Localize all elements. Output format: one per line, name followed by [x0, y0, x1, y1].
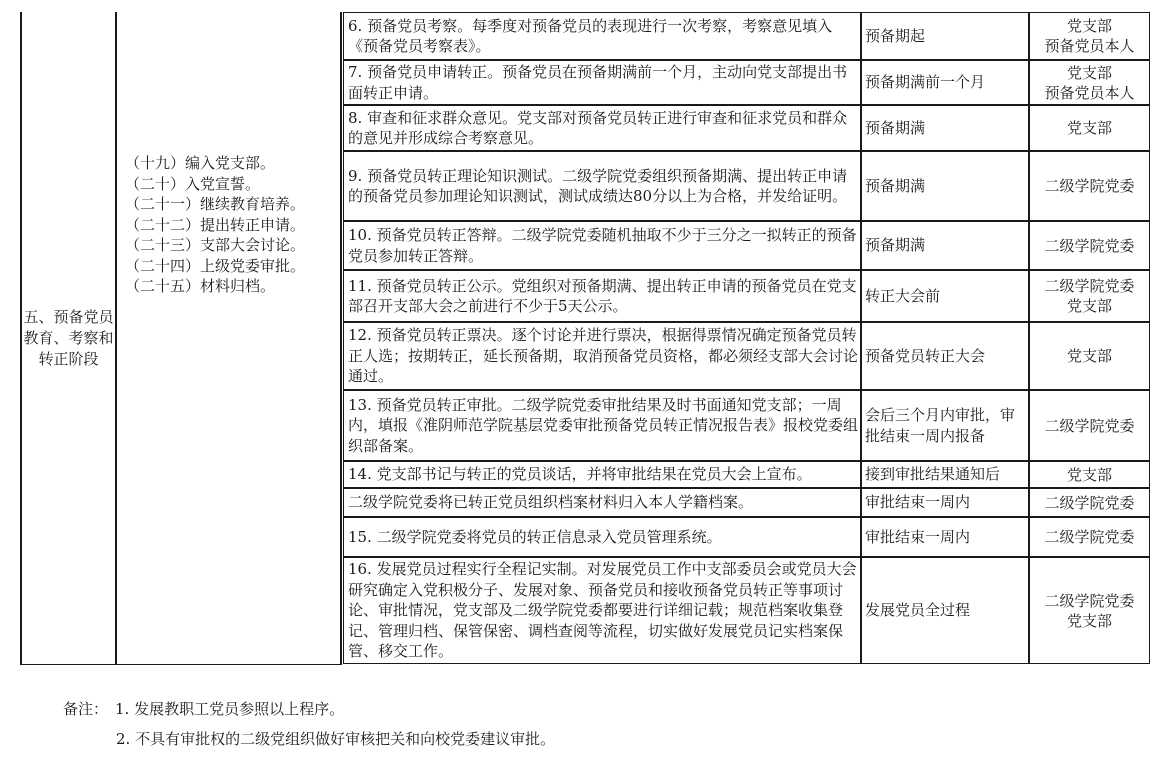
step-item: （二十五）材料归档。 — [125, 277, 276, 295]
table-row-time — [864, 390, 1028, 461]
resp-line: 二级学院党委 — [1044, 528, 1135, 546]
time-text: 转正大会前 — [865, 286, 941, 305]
table-row-task — [346, 151, 860, 221]
table-row-time — [864, 221, 1028, 270]
time-text: 预备党员转正大会 — [865, 346, 986, 365]
table-row-resp — [1032, 221, 1147, 270]
task-text: 7. 预备党员申请转正。预备党员在预备期满前一个月，主动向党支部提出书面转正申请。 — [348, 63, 848, 102]
steps-column-divider — [340, 12, 342, 664]
table-row-task — [346, 517, 860, 557]
note-item: 2. 不具有审批权的二级党组织做好审核把关和向校党委建议审批。 — [116, 730, 556, 748]
resp-line: 党支部 — [1066, 63, 1112, 82]
table-row-resp — [1032, 557, 1147, 664]
step-item: （十九）编入党支部。 — [125, 154, 276, 172]
resp-line: 二级学院党委 — [1044, 416, 1135, 435]
resp-line: 二级学院党委 — [1044, 493, 1135, 512]
note-item: 1. 发展教职工党员参照以上程序。 — [115, 700, 345, 718]
time-text: 接到审批结果通知后 — [865, 465, 1001, 484]
table-row-resp — [1032, 517, 1147, 557]
table-row-time — [864, 105, 1028, 151]
table-row-task — [346, 12, 860, 60]
task-text: 14. 党支部书记与转正的党员谈话，并将审批结果在党员大会上宣布。 — [348, 465, 812, 484]
table-row-resp — [1032, 488, 1147, 517]
time-text: 预备期满前一个月 — [865, 73, 986, 92]
time-text: 预备期起 — [865, 26, 926, 45]
resp-line: 二级学院党委 — [1044, 591, 1135, 610]
table-row-time — [864, 12, 1028, 60]
resp-line: 党支部 — [1066, 297, 1112, 315]
table-row-time — [864, 151, 1028, 221]
table-row-task — [346, 221, 860, 270]
table-row-resp — [1032, 60, 1147, 105]
resp-line: 二级学院党委 — [1044, 177, 1135, 195]
step-item: （二十三）支部大会讨论。 — [125, 236, 306, 254]
table-row-resp — [1032, 12, 1147, 60]
table-bottom-border — [20, 664, 342, 665]
task-text: 6. 预备党员考察。每季度对预备党员的表现进行一次考察，考察意见填入《预备党员考察表》。 — [348, 16, 833, 55]
resp-line: 党支部 — [1066, 611, 1112, 630]
step-item: （二十二）提出转正申请。 — [125, 215, 306, 234]
step-item: （二十）入党宣誓。 — [125, 174, 261, 193]
stage-column-divider — [115, 12, 117, 664]
notes-label: 备注： — [63, 700, 109, 718]
table-row-task — [346, 105, 860, 151]
table-row-time — [864, 517, 1028, 557]
stage-label: 五、预备党员教育、考察和转正阶段 — [23, 307, 114, 368]
task-text: 二级学院党委将已转正党员组织档案材料归入本人学籍档案。 — [348, 493, 754, 512]
table-row-time — [864, 60, 1028, 105]
time-text: 审批结束一周内 — [865, 527, 971, 546]
task-text: 10. 预备党员转正答辩。二级学院党委随机抽取不少于三分之一拟转正的预备党员参加转正答辩。 — [348, 226, 857, 265]
task-text: 9. 预备党员转正理论知识测试。二级学院党委组织预备期满、提出转正申请的预备党员参加理论知识测试，测试成绩达80分以上为合格，并发给证明。 — [348, 166, 848, 205]
table-row-resp — [1032, 322, 1147, 390]
table-row-resp — [1032, 151, 1147, 221]
step-item: （二十一）继续教育培养。 — [125, 195, 306, 213]
resp-line: 党支部 — [1066, 119, 1112, 137]
resp-line: 预备党员本人 — [1044, 37, 1135, 55]
table-row-task — [346, 557, 860, 664]
resp-line: 二级学院党委 — [1044, 277, 1135, 295]
stage-label-cell — [22, 12, 115, 664]
table-row-task — [346, 270, 860, 322]
task-text: 13. 预备党员转正审批。二级学院党委审批结果及时书面通知党支部；一周内，填报《淮阴师范学院基层党委审批预备党员转正情况报告表》报校党委组织部备案。 — [348, 395, 859, 455]
table-row-task — [346, 60, 860, 105]
resp-line: 预备党员本人 — [1044, 83, 1135, 102]
table-row-resp — [1032, 461, 1147, 488]
resp-line: 党支部 — [1066, 465, 1112, 484]
table-row-resp — [1032, 390, 1147, 461]
step-item: （二十四）上级党委审批。 — [125, 256, 306, 275]
time-text: 预备期满 — [865, 176, 926, 195]
table-row-task — [346, 461, 860, 488]
table-row-task — [346, 322, 860, 390]
resp-line: 党支部 — [1066, 17, 1112, 35]
task-text: 12. 预备党员转正票决。逐个讨论并进行票决，根据得票情况确定预备党员转正人选；按期转正，延长预备期，取消预备党员资格，都必须经支部大会讨论通过。 — [348, 326, 859, 386]
time-text: 会后三个月内审批，审批结束一周内报备 — [865, 406, 1016, 445]
task-text: 8. 审查和征求群众意见。党支部对预备党员转正进行审查和征求党员和群众的意见并形成综合考察意见。 — [348, 108, 848, 147]
table-row-time — [864, 488, 1028, 517]
resp-line: 二级学院党委 — [1044, 236, 1135, 255]
notes-section — [63, 694, 555, 754]
time-text: 预备期满 — [865, 236, 926, 255]
step-list — [125, 153, 335, 297]
time-text: 发展党员全过程 — [865, 601, 971, 620]
time-text: 预备期满 — [865, 118, 926, 137]
table-row-resp — [1032, 105, 1147, 151]
table-row-time — [864, 557, 1028, 664]
table-row-time — [864, 322, 1028, 390]
task-text: 15. 二级学院党委将党员的转正信息录入党员管理系统。 — [348, 527, 722, 546]
table-row-task — [346, 488, 860, 517]
table-row-resp — [1032, 270, 1147, 322]
task-text: 11. 预备党员转正公示。党组织对预备期满、提出转正申请的预备党员在党支部召开支部大会之前进行不少于5天公示。 — [348, 276, 857, 315]
table-row-time — [864, 461, 1028, 488]
time-text: 审批结束一周内 — [865, 493, 971, 512]
task-text: 16. 发展党员过程实行全程记实制。对发展党员工作中支部委员会或党员大会研究确定入党积极分子、发展对象、预备党员和接收预备党员转正等事项讨论、审批情况，党支部及二级学院党委都要进行详细记载；规范档案收集登记、管理归档、保管保密、调档查阅等流程，切实做好发展党员记实档案保管、移交工作。 — [348, 560, 857, 661]
table-row-time — [864, 270, 1028, 322]
resp-line: 党支部 — [1066, 347, 1112, 365]
table-row-task — [346, 390, 860, 461]
